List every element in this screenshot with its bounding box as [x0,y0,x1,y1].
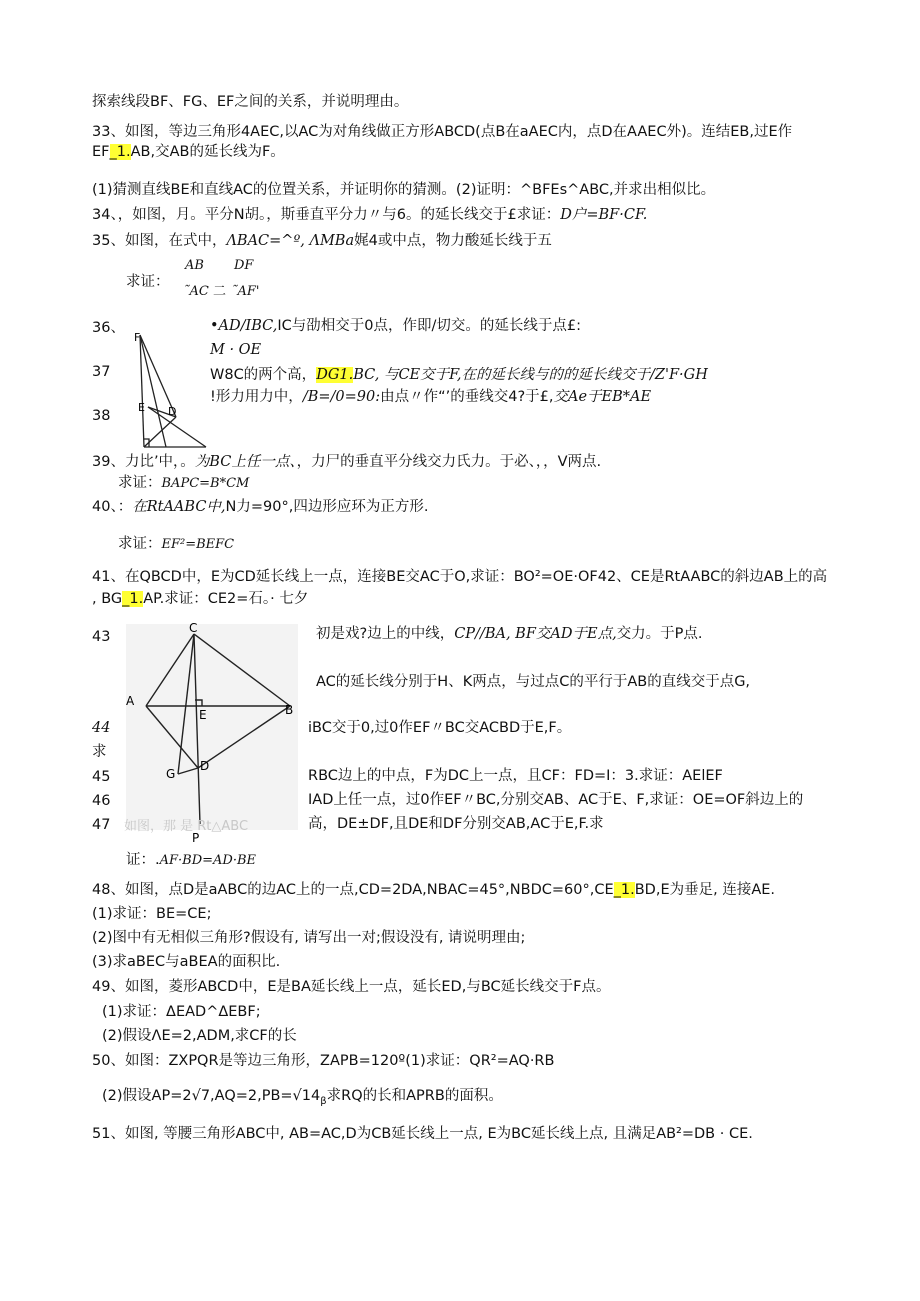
q35-frac-df: DF [234,258,254,273]
q36-formula: •AD/IBC, [210,318,278,334]
question-36 [210,316,581,336]
q40-text: N力=90°,四边形应环为正方形. [225,499,429,515]
question-33-line-2 [92,142,285,162]
q38-text-a: !形力用力中， [210,389,303,405]
q49-part-2: (2)假设ΛE=2,ADM,求CF的长 [102,1028,297,1044]
q41-bg: , BG [92,591,123,607]
question-47: 高，DE±DF,且DE和DF分别交AB,AC于E,F.求 [308,816,604,832]
fig2-label-c: C [189,621,198,635]
q47-faded-caption: 如图，那 是 Rt△ABC [124,819,249,834]
q33-ef: EF [92,144,110,160]
question-43-number: 43 [92,629,111,645]
q35-equals: 二 [213,284,227,299]
text-line-1: 探索线段BF、FG、EF之间的关系，并说明理由。 [92,94,409,110]
q50-sub: β [320,1095,327,1107]
question-45: RBC边上的中点，F为DC上一点，且CF：FD=I：3.求证：AElEF [308,768,723,784]
q38-formula-2: 交Ae于EB*AE [553,389,652,405]
q48-highlight: _1. [613,882,635,898]
geometry-figure-2 [122,620,302,845]
q48-text-b: BD,E为垂足, 连接AE. [634,882,776,898]
question-48 [92,880,775,900]
q39-prove [118,473,249,494]
question-36-number: 36、 [92,320,125,336]
q36-text: IC与劭相交于0点，作即/切交。的延长线于点£: [277,318,581,334]
q37-text-b: 在的延长线与的的延长线交于/Z'F·GH [461,367,708,383]
fig1-label-e: E [138,401,145,414]
fig2-label-d: D [200,759,210,773]
fig2-label-g: G [166,767,176,781]
q50-text-a: (2)假设AP=2√7,AQ=2,PB=√14 [102,1088,321,1104]
fig2-label-a: A [126,694,135,708]
q39-formula: 为BC上任一点、 [194,454,297,470]
q43-text-b: 交力。于P点. [616,626,703,642]
q47-prove-label: 证：. [126,852,160,868]
q38-formula: /B=/0=90: [302,389,381,405]
q34-text: 34、，如图，月。平分N胡。，斯垂直平分力〃与6。的延长线交于£求证： [92,207,561,223]
question-38 [210,387,651,407]
q39-prove-label: 求证： [118,475,162,491]
question-38-number: 38 [92,408,111,424]
q48-part-3: (3)求aBEC与aBEA的面积比. [92,954,281,970]
question-50: 50、如图：ZXPQR是等边三角形，ZAPB=120º(1)求证：QR²=AQ·RB [92,1053,555,1069]
q39-formula-2: BAPC=B*CM [161,476,250,491]
fig2-label-b: B [285,703,294,717]
q35-frac-ab: AB [185,258,204,273]
question-40 [92,497,428,517]
q35-frac-ac: ˜AC [183,284,209,299]
q40-number: 40、： [92,499,133,515]
q47-formula: AF·BD=AD·BE [159,853,257,868]
question-qiu: 求 [92,744,107,760]
q48-part-2: (2)图中有无相似三角形?假设有, 请写出一对;假设没有, 请说明理由; [92,930,526,946]
geometry-figure-1 [126,325,216,453]
q43-formula: CP//BA, BF交AD于E点, [454,626,617,642]
q33-rest: AB,交AB的延长线为F。 [130,144,285,160]
question-33-line-1: 33、如图，等边三角形4AEC,以AC为对角线做正方形ABCD(点B在aAEC内，点D在AAEC外)。连结EB,过E作 [92,124,793,140]
question-43 [316,624,703,644]
q39-text-b: ，力尸的垂直平分线交力氏力。于必、，，V两点. [296,454,602,470]
q40-formula: 在RtAABC中, [132,499,226,515]
fig1-label-d: D [168,405,177,418]
question-51: 51、如图, 等腰三角形ABC中, AB=AC,D为CB延长线上一点, E为BC延长线上点, 且满足AB²=DB · CE. [92,1126,753,1142]
question-41-line-1: 41、在QBCD中，E为CD延长线上一点，连接BE交AC于O,求证：BO²=OE·OF42、CE是RtAABC的斜边AB上的高 [92,569,828,585]
question-43-line-2: AC的延长线分别于H、K两点，与过点C的平行于AB的直线交于点G, [316,674,751,690]
q48-part-1: (1)求证：BE=CE; [92,906,212,922]
q40-prove-label: 求证： [118,536,162,552]
question-39 [92,452,601,472]
q40-prove [118,534,234,555]
q50-text-b: 求RQ的长和APRB的面积。 [326,1088,503,1104]
q35-formula: ΛBAC=^º, ΛMBa [226,233,355,249]
q37-formula: BC, 与CE交于F, [353,367,462,383]
q41-highlight: _1. [122,591,144,607]
question-33-line-3: (1)猜测直线BE和直线AC的位置关系，并证明你的猜测。(2)证明：^BFEs^ABC,并求出相似比。 [92,182,716,198]
q50-part-2 [102,1086,503,1112]
question-46: IAD上任一点，过0作EF〃BC,分别交AB、AC于E、F,求证：OE=OF斜边上的 [308,792,804,808]
question-46-number: 46 [92,793,111,809]
q37-highlight: DG1. [316,367,354,383]
question-44: iBC交于0,过0作EF〃BC交ACBD于E,F。 [308,720,572,736]
q43-text-a: 初是戏?边上的中线， [316,626,455,642]
question-45-number: 45 [92,769,111,785]
fig1-label-f: F [134,331,141,344]
question-47-number: 47 [92,817,111,833]
q40-formula-2: EF²=BEFC [161,537,235,552]
question-37 [210,365,708,385]
q38-text-b: 由点〃作“’的垂线交4?于£, [380,389,554,405]
question-37-number: 37 [92,364,111,380]
question-35 [92,231,552,251]
q41-rest: AP.求证：CE2=石。· 七夕 [143,591,309,607]
question-49: 49、如图，菱形ABCD中，E是BA延长线上一点，延长ED,与BC延长线交于F点。 [92,979,611,995]
q35-frac-af: ˜AF' [231,284,260,299]
q36-line-2: M · OE [210,342,262,358]
question-41-line-2 [92,589,308,609]
q49-part-1: (1)求证：ΔEAD^ΔEBF; [102,1004,261,1020]
q48-text-a: 48、如图，点D是aABC的边AC上的一点,CD=2DA,NBAC=45°,NBDC=60°,CE [92,882,614,898]
q35-text-a: 35、如图，在式中， [92,233,227,249]
fig2-label-e: E [199,708,207,722]
question-44-number: 44 [92,720,111,736]
fig2-label-p: P [192,831,200,845]
q35-prove-label: 求证： [126,274,170,290]
q39-text-a: 39、力比’中，。 [92,454,195,470]
q34-formula: D户=BF·CF. [560,207,648,223]
q47-prove [126,850,256,871]
question-34 [92,205,647,225]
q37-text-a: W8C的两个高， [210,367,317,383]
highlight-perp: _1. [109,144,131,160]
q35-text-b: 娓4或中点，物力酸延长线于五 [354,233,552,249]
